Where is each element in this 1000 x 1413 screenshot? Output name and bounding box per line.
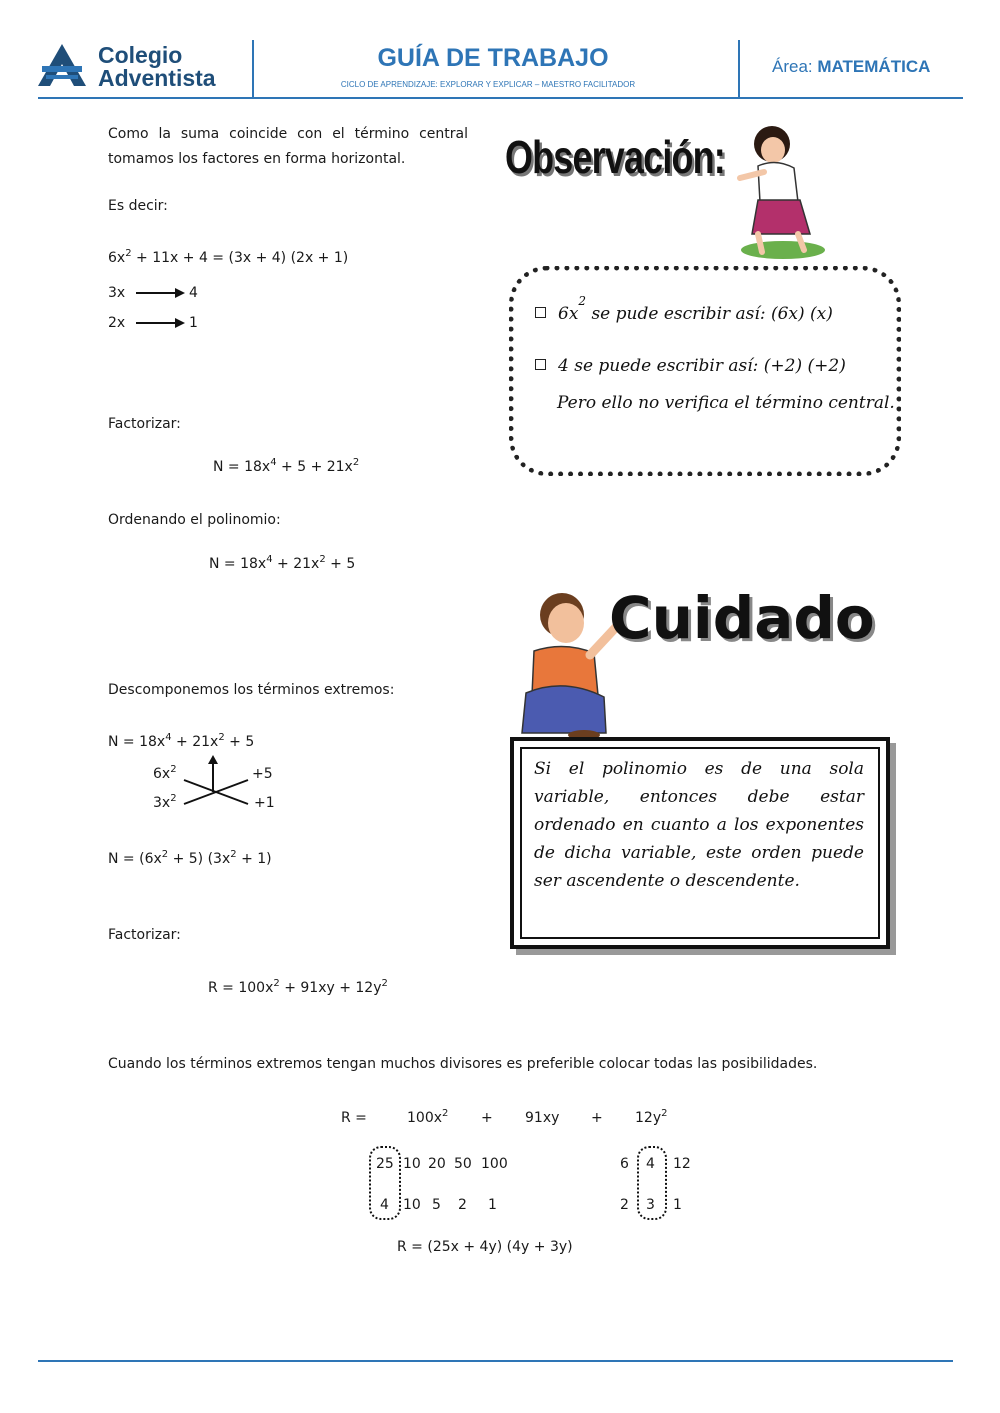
factorizar-label-1: Factorizar: bbox=[108, 416, 181, 432]
divisor: 100 bbox=[481, 1156, 508, 1172]
observacion-line-1: $6x^2$ se pude escribir así: (6x) (x) bbox=[535, 300, 833, 328]
divisor: 10 bbox=[403, 1197, 421, 1213]
divisor: 50 bbox=[454, 1156, 472, 1172]
divisor: 10 bbox=[403, 1156, 421, 1172]
divisor: 5 bbox=[432, 1197, 441, 1213]
arrow-right-icon bbox=[135, 286, 187, 300]
area-label: Área: bbox=[772, 57, 813, 76]
intro-paragraph: Como la suma coincide con el término central tomamos los factores en forma horizontal. bbox=[108, 126, 468, 167]
polynomial-n-factored: $N = (6x^2 + 5) (3x^2 + 1)$ bbox=[108, 849, 272, 867]
school-logo-icon bbox=[38, 44, 86, 86]
header-rule bbox=[38, 97, 963, 99]
area-value: MATEMÁTICA bbox=[817, 57, 931, 76]
factor-row-2-right: 1 bbox=[189, 315, 198, 331]
divisor: 4 bbox=[646, 1156, 655, 1172]
footer-rule bbox=[38, 1360, 953, 1362]
divisor: 1 bbox=[488, 1197, 497, 1213]
observacion-line-2: 4 se puede escribir así: (+2) (+2) bbox=[535, 352, 846, 380]
selection-highlight bbox=[369, 1146, 401, 1220]
cuidado-text: Si el polinomio es de una sola variable, entonces debe estar ordenado en cuanto a los exponentes de dicha variable, este orden puede ser ascendente o descendente. bbox=[534, 759, 864, 891]
observacion-line-3: Pero ello no verifica el término central. bbox=[557, 393, 895, 413]
checkbox-square-icon bbox=[535, 307, 546, 318]
cuidado-title: Cuidado bbox=[609, 584, 875, 652]
subject-area bbox=[772, 57, 930, 77]
header-divider-right bbox=[738, 40, 740, 98]
logo-line-2: Adventista bbox=[98, 65, 216, 91]
factor-row-1-right: 4 bbox=[189, 285, 198, 301]
divisor: 3 bbox=[646, 1197, 655, 1213]
plus-2: + bbox=[591, 1110, 603, 1126]
selection-highlight bbox=[637, 1146, 667, 1220]
logo-line-1: Colegio bbox=[98, 42, 183, 68]
plus-1: + bbox=[481, 1110, 493, 1126]
checkbox-square-icon bbox=[535, 359, 546, 370]
polynomial-r: $R = 100x^2 + 91xy + 12y^2$ bbox=[208, 978, 388, 996]
cross-bottom-right: +1 bbox=[254, 795, 275, 811]
r-label: R = bbox=[341, 1110, 367, 1126]
divisor: 25 bbox=[376, 1156, 394, 1172]
divisor: 2 bbox=[458, 1197, 467, 1213]
equation-1: $6x^2 + 11x + 4 = (3x + 4) (2x + 1)$ bbox=[108, 248, 349, 266]
term-12y2: $12y^2$ bbox=[635, 1108, 668, 1126]
divisor: 12 bbox=[673, 1156, 691, 1172]
cross-top-left: $6x^2$ bbox=[153, 764, 177, 782]
ordenando-label: Ordenando el polinomio: bbox=[108, 512, 281, 528]
polynomial-n-3: $N = 18x^4 + 21x^2 + 5$ bbox=[108, 732, 255, 750]
factor-row-2-left: 2x bbox=[108, 315, 126, 331]
note-divisores: Cuando los términos extremos tengan muchos divisores es preferible colocar todas las posibilidades. bbox=[108, 1056, 818, 1072]
divisor: 2 bbox=[620, 1197, 629, 1213]
divisor: 20 bbox=[428, 1156, 446, 1172]
divisor: 1 bbox=[673, 1197, 682, 1213]
header-divider-left bbox=[252, 40, 254, 98]
divisor: 6 bbox=[620, 1156, 629, 1172]
factorizar-label-2: Factorizar: bbox=[108, 927, 181, 943]
observacion-title: Observación: bbox=[505, 131, 725, 183]
cross-top-right: +5 bbox=[252, 766, 273, 782]
es-decir-label: Es decir: bbox=[108, 198, 168, 214]
polynomial-n-ordered: $N = 18x^4 + 21x^2 + 5$ bbox=[209, 554, 356, 572]
descomponemos-label: Descomponemos los términos extremos: bbox=[108, 682, 395, 698]
polynomial-n-1: $N = 18x^4 + 5 + 21x^2$ bbox=[213, 457, 360, 475]
cross-method-icon bbox=[178, 754, 254, 810]
result-factorization: R = (25x + 4y) (4y + 3y) bbox=[397, 1239, 573, 1255]
page-title: GUÍA DE TRABAJO bbox=[377, 44, 609, 72]
factor-row-1-left: 3x bbox=[108, 285, 126, 301]
term-91xy: 91xy bbox=[525, 1110, 560, 1126]
page-subtitle: CICLO DE APRENDIZAJE: EXPLORAR Y EXPLICAR – MAESTRO FACILITADOR bbox=[340, 80, 636, 89]
arrow-right-icon bbox=[135, 316, 187, 330]
cross-bottom-left: $3x^2$ bbox=[153, 793, 177, 811]
girl-pointing-illustration bbox=[728, 122, 826, 262]
term-100x2: $100x^2$ bbox=[407, 1108, 449, 1126]
divisor: 4 bbox=[380, 1197, 389, 1213]
